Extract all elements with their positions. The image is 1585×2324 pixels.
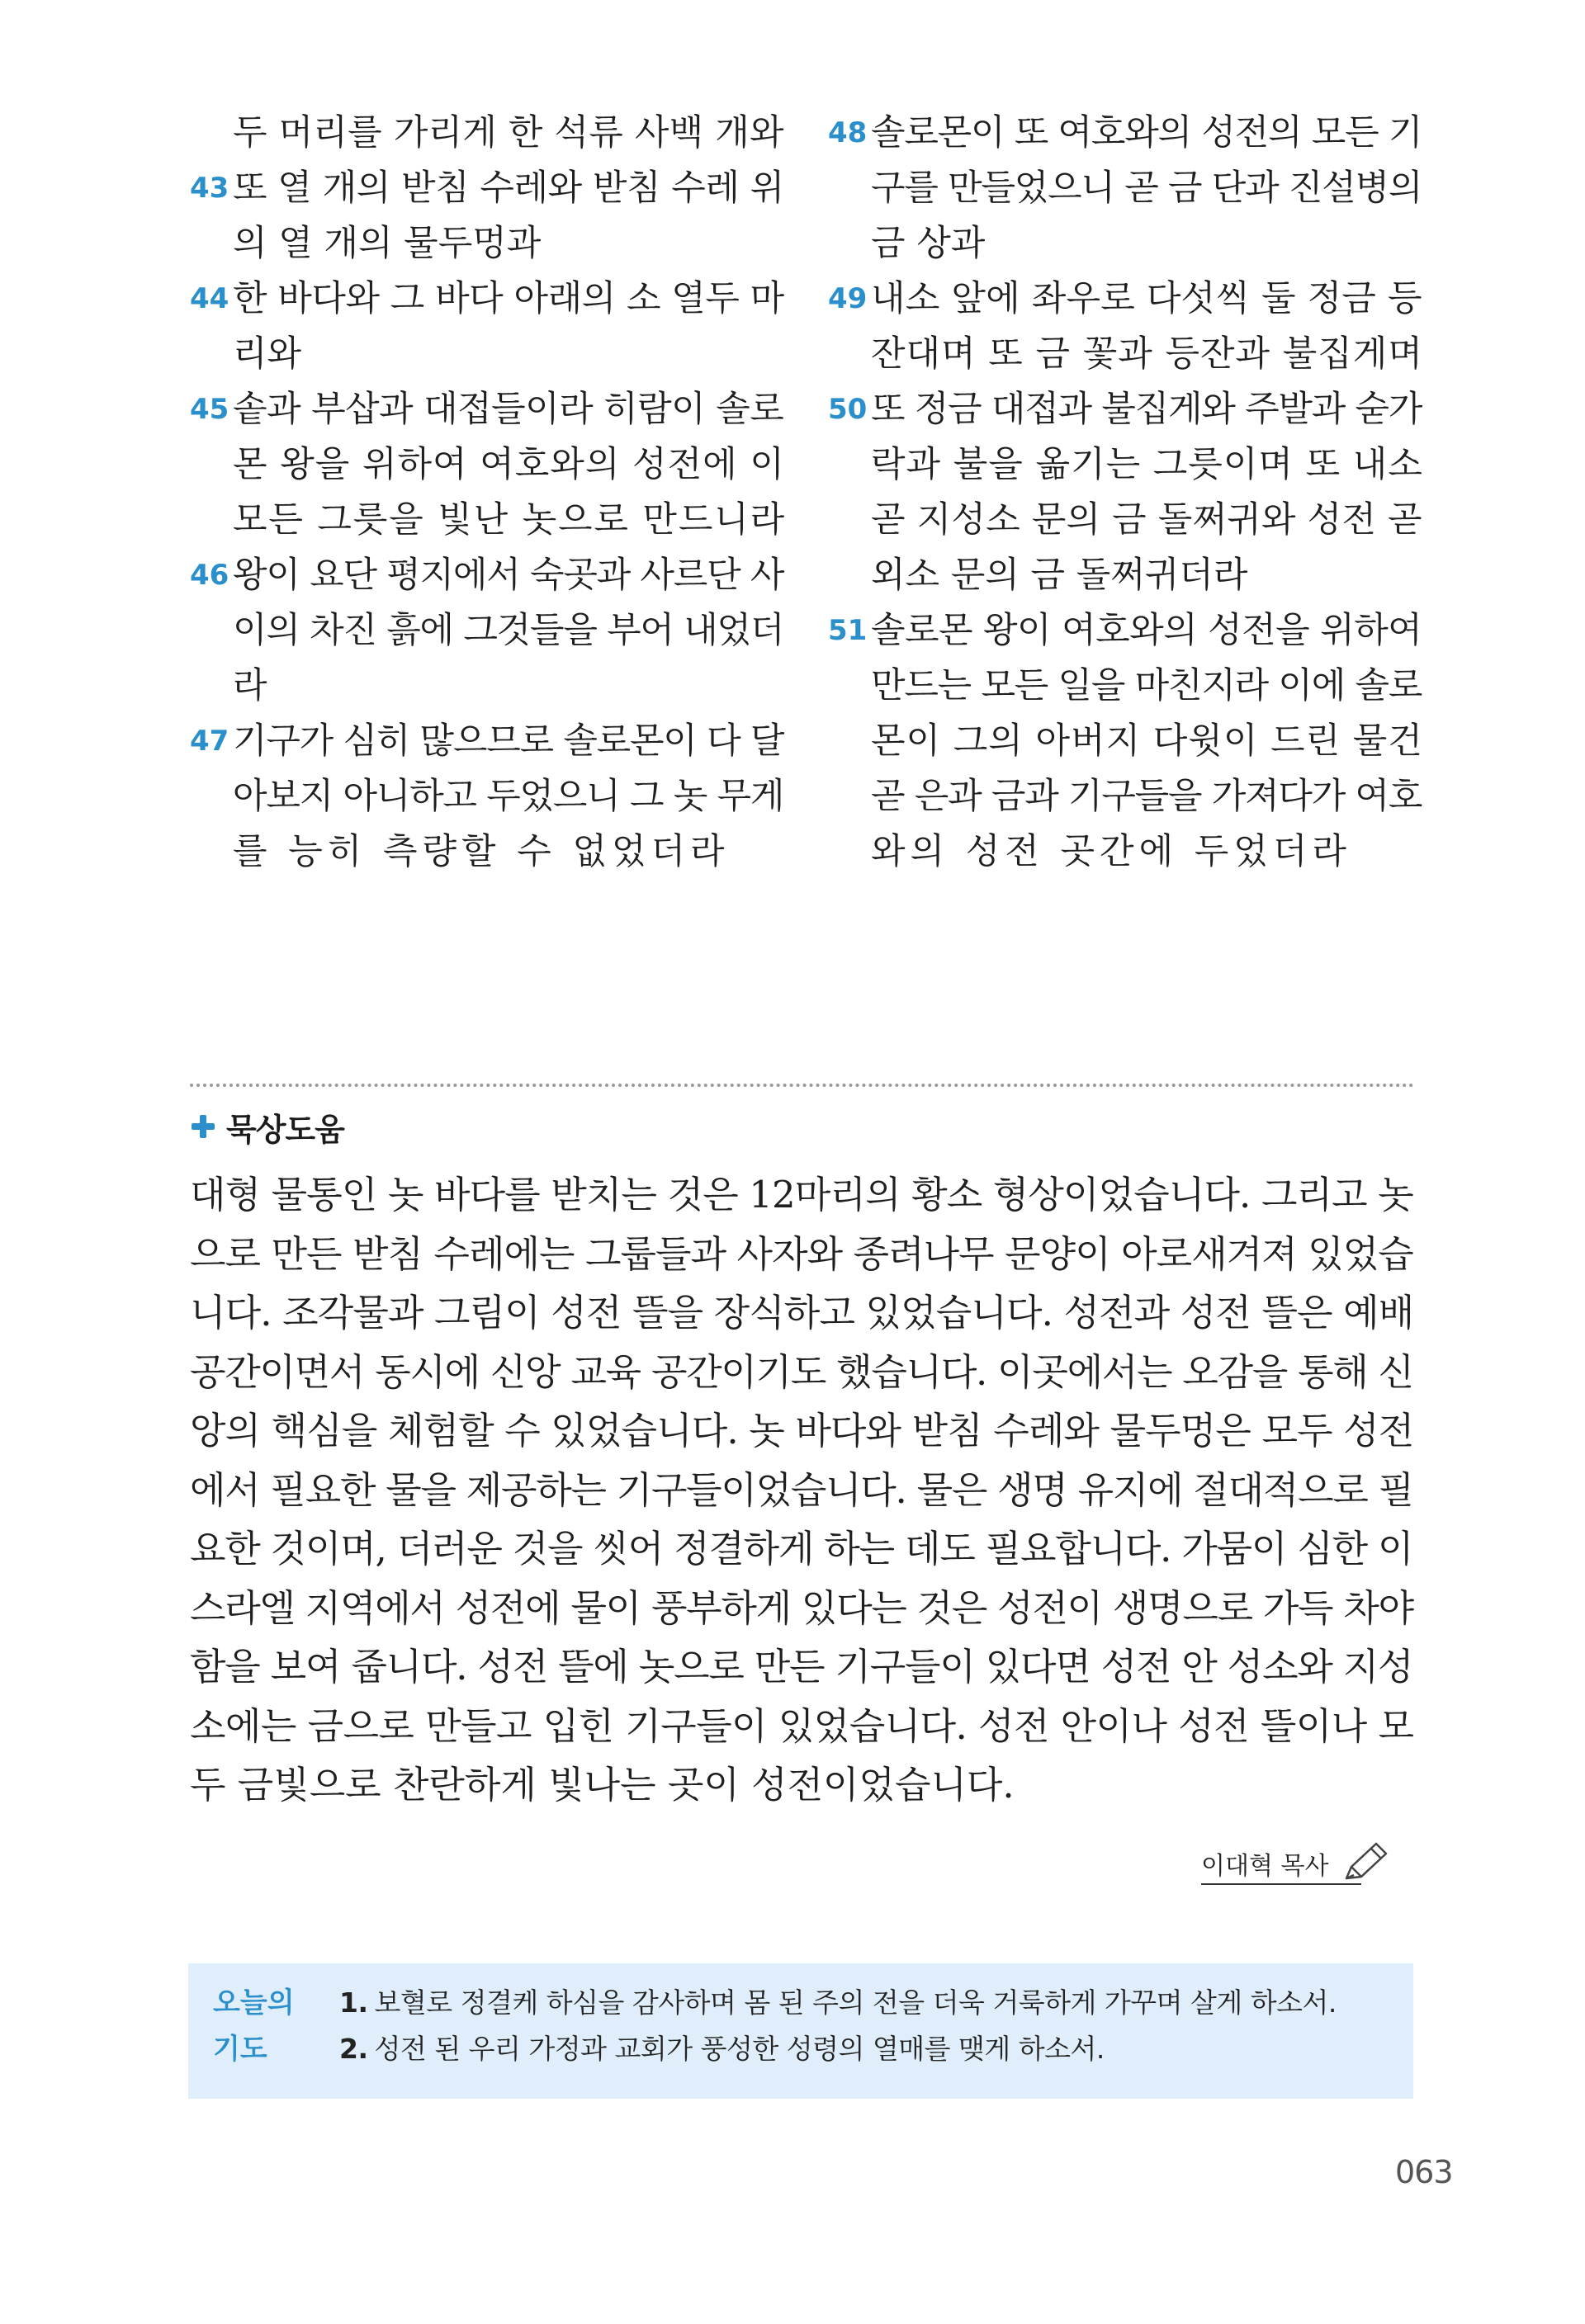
verse-text: 내소 앞에 좌우로 다섯씩 둘 정금 등 (871, 278, 1422, 319)
verse-text: 구를 만들었으니 곧 금 단과 진설병의 (871, 168, 1422, 209)
verse-continuation (828, 493, 1422, 547)
meditation-title: 묵상도움 (226, 1111, 344, 1148)
verse-text: 와의 성전 곳간에 두었더라 (871, 831, 1351, 872)
verse-continuation (828, 437, 1422, 492)
verse-text: 잔대며 또 금 꽃과 등잔과 불집게며 (871, 333, 1423, 375)
author-signature (1201, 1839, 1391, 1885)
meditation-line: 으로 만든 받침 수레에는 그룹들과 사자와 종려나무 문양이 아로새겨져 있었습 (190, 1231, 1413, 1276)
meditation-line: 앙의 핵심을 체험할 수 있었습니다. 놋 바다와 받침 수레와 물두멍은 모두 성전 (190, 1409, 1414, 1452)
verse-line (190, 272, 784, 326)
pencil-icon (1340, 1839, 1391, 1885)
verse-text: 몬 왕을 위하여 여호와의 성전에 이 (233, 444, 785, 485)
verse-continuation (828, 714, 1422, 768)
verse-number: 49 (828, 282, 868, 315)
meditation-line: 스라엘 지역에서 성전에 물이 풍부하게 있다는 것은 성전이 생명으로 가득 차야 (190, 1585, 1413, 1630)
verse-continuation (190, 106, 784, 160)
prayer-item (339, 1980, 1337, 2026)
verse-line (190, 548, 784, 602)
verse-text: 를 능히 측량할 수 없었더라 (233, 831, 730, 872)
meditation-header (190, 1102, 344, 1151)
verse-continuation (828, 327, 1422, 381)
verse-text: 솔로몬이 또 여호와의 성전의 모든 기 (871, 112, 1422, 154)
verse-continuation (190, 437, 784, 492)
verse-text: 기구가 심히 많으므로 솔로몬이 다 달 (233, 720, 784, 762)
verse-text: 솔로몬 왕이 여호와의 성전을 위하여 (871, 610, 1422, 651)
verse-line (190, 714, 784, 768)
verse-continuation (190, 769, 784, 824)
section-divider (190, 1084, 1414, 1087)
verse-continuation (828, 824, 1422, 879)
meditation-line: 에서 필요한 물을 제공하는 기구들이었습니다. 물은 생명 유지에 절대적으로 필 (190, 1467, 1413, 1512)
verse-number: 50 (828, 393, 868, 426)
page-number: 063 (1395, 2154, 1453, 2190)
meditation-line: 소에는 금으로 만들고 입힌 기구들이 있었습니다. 성전 안이나 성전 뜰이나 모 (190, 1703, 1414, 1748)
verse-text: 왕이 요단 평지에서 숙곳과 사르단 사 (233, 555, 784, 596)
verse-number: 47 (190, 725, 229, 758)
prayer-item (339, 2026, 1105, 2072)
prayer-item-text: 보혈로 정결케 하심을 감사하며 몸 된 주의 전을 더욱 거룩하게 가꾸며 살게 하소서. (374, 1986, 1337, 2019)
verse-text: 모든 그릇을 빛난 놋으로 만드니라 (233, 499, 787, 541)
verse-line (828, 382, 1422, 437)
verse-text: 또 정금 대접과 불집게와 주발과 숟가 (871, 389, 1422, 430)
prayer-label-line1: 오늘의 (213, 1986, 295, 2019)
prayer-item-number: 2. (339, 2033, 368, 2065)
verse-continuation (190, 824, 784, 879)
prayer-box (188, 1963, 1413, 2099)
verse-continuation (828, 548, 1422, 602)
verse-text: 라 (233, 665, 267, 706)
verse-text: 아보지 아니하고 두었으니 그 놋 무게 (233, 776, 784, 817)
verse-line (828, 603, 1422, 658)
meditation-line: 대형 물통인 놋 바다를 받치는 것은 12마리의 황소 형상이었습니다. 그리고 놋 (190, 1173, 1413, 1216)
verse-text: 의 열 개의 물두멍과 (233, 223, 542, 264)
verse-text: 외소 문의 금 돌쩌귀더라 (871, 555, 1248, 596)
verse-text: 이의 차진 흙에 그것들을 부어 내었더 (233, 610, 784, 651)
prayer-label-line2: 기도 (213, 2033, 267, 2066)
verse-line (828, 106, 1422, 160)
verse-text: 솥과 부삽과 대접들이라 히람이 솔로 (233, 389, 784, 430)
verse-continuation (190, 327, 784, 381)
verse-number: 43 (190, 172, 229, 205)
meditation-line: 요한 것이며, 더러운 것을 씻어 정결하게 하는 데도 필요합니다. 가뭄이 심한 이 (190, 1527, 1413, 1571)
verse-continuation (190, 216, 784, 271)
verse-text: 금 상과 (871, 223, 986, 264)
verse-text: 리와 (233, 333, 302, 375)
meditation-line: 함을 보여 줍니다. 성전 뜰에 놋으로 만든 기구들이 있다면 성전 안 성소와 지성 (190, 1645, 1413, 1689)
verse-line (190, 382, 784, 437)
verse-text: 만드는 모든 일을 마친지라 이에 솔로 (871, 665, 1422, 706)
meditation-line: 두 금빛으로 찬란하게 빛나는 곳이 성전이었습니다. (190, 1763, 1015, 1807)
verse-continuation (828, 659, 1422, 713)
meditation-line: 공간이면서 동시에 신앙 교육 공간이기도 했습니다. 이곳에서는 오감을 통해 신 (190, 1349, 1413, 1394)
verse-text: 곧 은과 금과 기구들을 가져다가 여호 (871, 776, 1422, 817)
verse-text: 락과 불을 옮기는 그릇이며 또 내소 (871, 444, 1423, 485)
verse-number: 48 (828, 116, 868, 149)
verse-continuation (190, 659, 784, 713)
verse-text: 두 머리를 가리게 한 석류 사백 개와 (233, 112, 784, 154)
verse-line (828, 272, 1422, 326)
verse-text: 또 열 개의 받침 수레와 받침 수레 위 (233, 168, 784, 209)
verse-line (190, 161, 784, 215)
verse-text: 몬이 그의 아버지 다윗이 드린 물건 (871, 720, 1423, 762)
verse-number: 46 (190, 559, 229, 592)
verse-number: 44 (190, 282, 229, 315)
meditation-line: 니다. 조각물과 그림이 성전 뜰을 장식하고 있었습니다. 성전과 성전 뜰은 예배 (190, 1291, 1414, 1334)
verse-continuation (828, 769, 1422, 824)
verse-text: 한 바다와 그 바다 아래의 소 열두 마 (233, 278, 784, 319)
verse-continuation (828, 161, 1422, 215)
verse-continuation (190, 603, 784, 658)
plus-icon (190, 1113, 216, 1140)
author-name: 이대혁 목사 (1201, 1850, 1361, 1885)
verse-number: 51 (828, 614, 868, 647)
prayer-item-number: 1. (339, 1986, 368, 2019)
verse-continuation (190, 493, 787, 547)
verse-continuation (828, 216, 1422, 271)
verse-number: 45 (190, 393, 229, 426)
prayer-item-text: 성전 된 우리 가정과 교회가 풍성한 성령의 열매를 맺게 하소서. (374, 2033, 1105, 2065)
verse-text: 곧 지성소 문의 금 돌쩌귀와 성전 곧 (871, 499, 1422, 541)
